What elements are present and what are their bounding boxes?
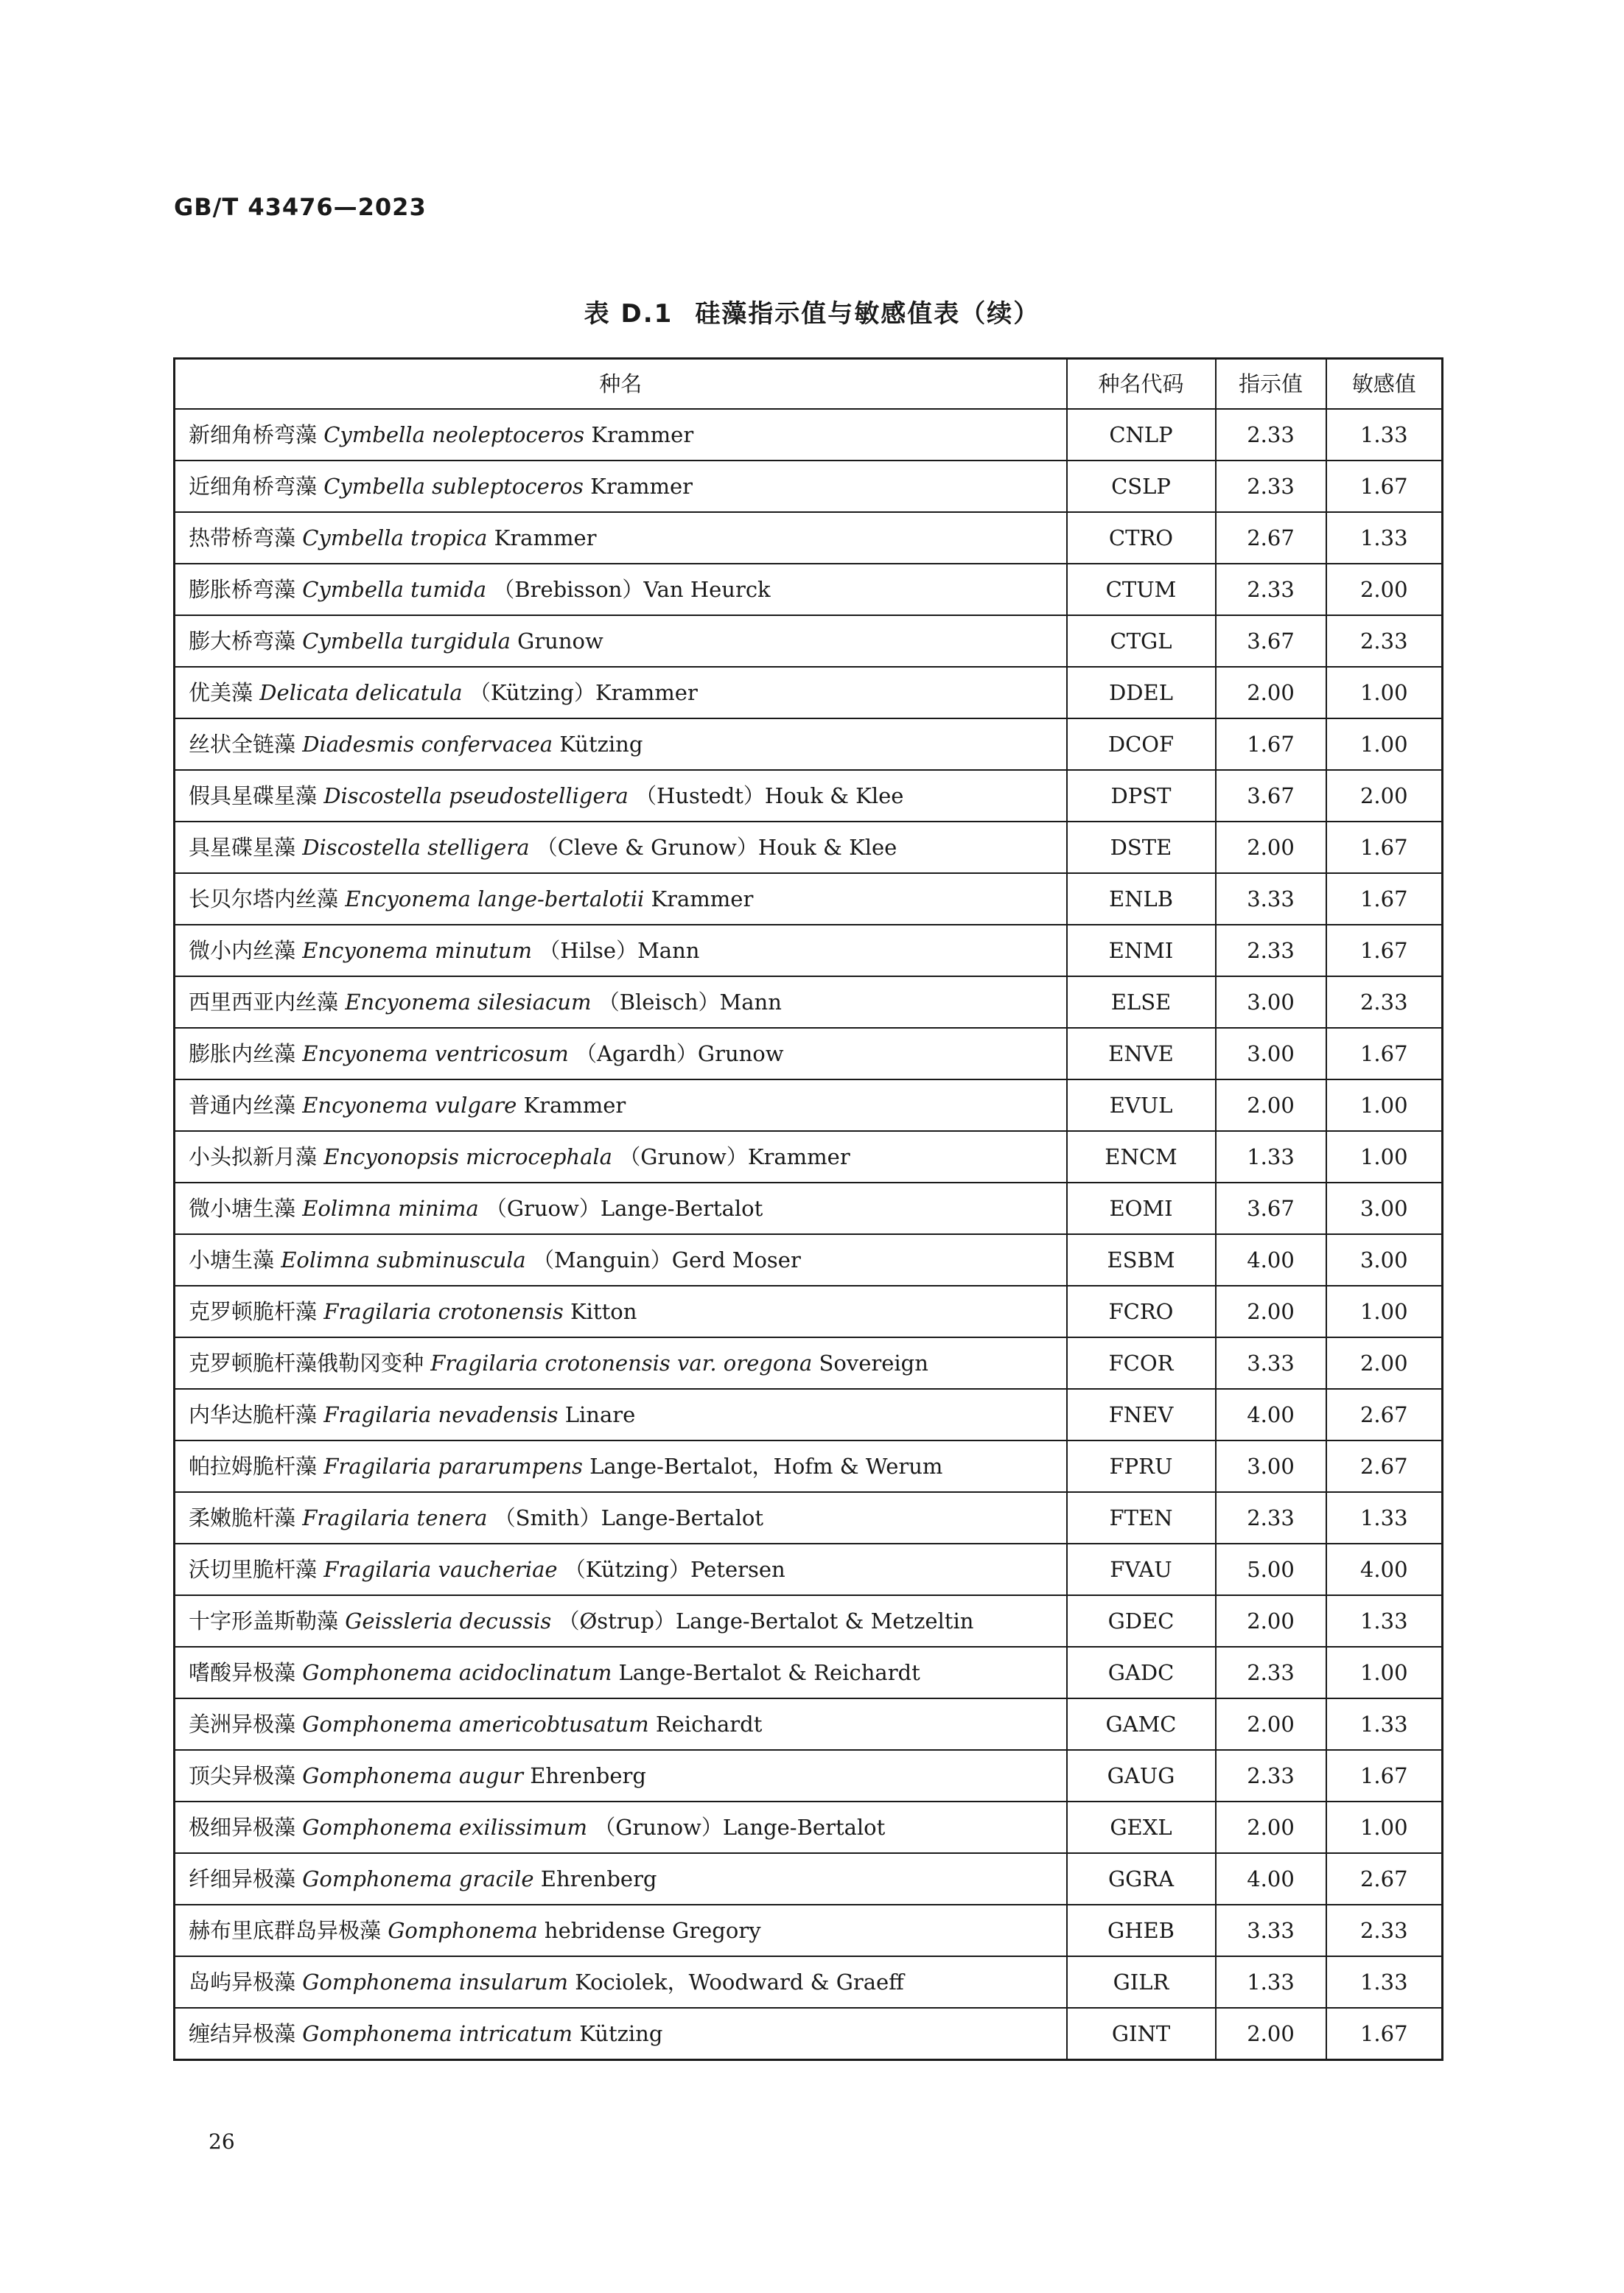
chinese-name: 极细异极藻: [189, 1814, 296, 1840]
scientific-name: Delicata delicatula: [259, 679, 463, 705]
species-name-cell: [175, 1337, 1067, 1389]
species-name-cell: [175, 1544, 1067, 1595]
authority: （Kützing）Petersen: [564, 1556, 785, 1582]
authority: Sovereign: [819, 1350, 928, 1376]
indicator-value-cell: 2.33: [1216, 1492, 1326, 1544]
species-code-cell: GAUG: [1067, 1750, 1216, 1802]
table-row: [175, 976, 1443, 1028]
sensitivity-value-cell: 1.67: [1326, 925, 1443, 976]
scientific-name: Cymbella turgidula: [302, 628, 511, 654]
species-code-cell: GGRA: [1067, 1853, 1216, 1905]
indicator-value-cell: 3.67: [1216, 615, 1326, 667]
scientific-name: Encyonema vulgare: [302, 1092, 517, 1118]
scientific-name: Fragilaria crotonensis var. oregona: [430, 1350, 813, 1376]
species-name-cell: [175, 1698, 1067, 1750]
authority: Krammer: [591, 421, 694, 447]
chinese-name: 微小内丝藻: [189, 937, 296, 963]
sensitivity-value-cell: 1.33: [1326, 1698, 1443, 1750]
authority: Krammer: [523, 1092, 626, 1118]
sensitivity-value-cell: 2.33: [1326, 615, 1443, 667]
sensitivity-value-cell: 2.67: [1326, 1853, 1443, 1905]
table-label: 表 D.1: [584, 299, 673, 329]
sensitivity-value-cell: 1.67: [1326, 873, 1443, 925]
species-code-cell: FPRU: [1067, 1440, 1216, 1492]
chinese-name: 具星碟星藻: [189, 834, 296, 860]
sensitivity-value-cell: 2.33: [1326, 976, 1443, 1028]
authority: Krammer: [494, 525, 597, 550]
indicator-value-cell: 3.67: [1216, 1183, 1326, 1234]
table-row: [175, 1956, 1443, 2008]
chinese-name: 新细角桥弯藻: [189, 421, 318, 447]
table-row: [175, 615, 1443, 667]
table-row: [175, 822, 1443, 873]
indicator-value-cell: 3.00: [1216, 1440, 1326, 1492]
species-code-cell: EOMI: [1067, 1183, 1216, 1234]
scientific-name: Cymbella tumida: [302, 576, 487, 602]
authority: （Hilse）Mann: [539, 937, 700, 963]
authority: （Bleisch）Mann: [598, 989, 782, 1015]
species-name-cell: [175, 1286, 1067, 1337]
indicator-value-cell: 3.33: [1216, 873, 1326, 925]
sensitivity-value-cell: 1.67: [1326, 461, 1443, 512]
chinese-name: 近细角桥弯藻: [189, 473, 318, 499]
chinese-name: 西里西亚内丝藻: [189, 989, 339, 1015]
sensitivity-value-cell: 1.33: [1326, 512, 1443, 564]
scientific-name: Fragilaria vaucheriae: [323, 1556, 558, 1582]
sensitivity-value-cell: 1.00: [1326, 1802, 1443, 1853]
indicator-value-cell: 2.00: [1216, 1079, 1326, 1131]
indicator-value-cell: 2.33: [1216, 1750, 1326, 1802]
species-code-cell: ENMI: [1067, 925, 1216, 976]
indicator-value-cell: 3.00: [1216, 1028, 1326, 1079]
authority: Lange-Bertalot & Reichardt: [618, 1659, 920, 1685]
indicator-value-cell: 2.00: [1216, 1698, 1326, 1750]
table-row: [175, 1028, 1443, 1079]
table-row: [175, 1440, 1443, 1492]
species-name-cell: [175, 1183, 1067, 1234]
scientific-name: Encyonema lange-bertalotii: [345, 886, 645, 911]
authority: （Gruow）Lange-Bertalot: [485, 1195, 763, 1221]
sensitivity-value-cell: 1.67: [1326, 2008, 1443, 2060]
chinese-name: 克罗顿脆杆藻: [189, 1298, 318, 1324]
indicator-value-cell: 4.00: [1216, 1234, 1326, 1286]
species-name-cell: [175, 925, 1067, 976]
table-row: [175, 1183, 1443, 1234]
chinese-name: 帕拉姆脆杆藻: [189, 1453, 318, 1479]
scientific-name: Encyonema silesiacum: [345, 989, 592, 1015]
sensitivity-value-cell: 1.00: [1326, 1286, 1443, 1337]
table-row: [175, 873, 1443, 925]
species-code-cell: GDEC: [1067, 1595, 1216, 1647]
table-row: [175, 1286, 1443, 1337]
table-caption: 硅藻指示值与敏感值表（续）: [695, 299, 1040, 329]
chinese-name: 克罗顿脆杆藻俄勒冈变种: [189, 1350, 424, 1376]
chinese-name: 美洲异极藻: [189, 1711, 296, 1737]
indicator-value-cell: 2.00: [1216, 2008, 1326, 2060]
species-code-cell: DSTE: [1067, 822, 1216, 873]
column-header-indicator: 指示值: [1216, 359, 1326, 410]
column-header-code: 种名代码: [1067, 359, 1216, 410]
scientific-name: Fragilaria pararumpens: [323, 1453, 583, 1479]
table-row: [175, 2008, 1443, 2060]
species-name-cell: [175, 718, 1067, 770]
species-code-cell: CTGL: [1067, 615, 1216, 667]
indicator-value-cell: 2.33: [1216, 1647, 1326, 1698]
species-name-cell: [175, 564, 1067, 615]
chinese-name: 微小塘生藻: [189, 1195, 296, 1221]
scientific-name: Fragilaria nevadensis: [323, 1401, 559, 1427]
table-row: [175, 461, 1443, 512]
species-code-cell: FNEV: [1067, 1389, 1216, 1440]
scientific-name: Geissleria decussis: [345, 1608, 552, 1634]
authority: hebridense Gregory: [544, 1917, 761, 1943]
species-name-cell: [175, 1905, 1067, 1956]
species-name-cell: [175, 615, 1067, 667]
table-row: [175, 1853, 1443, 1905]
authority: Lange-Bertalot，Hofm & Werum: [589, 1453, 943, 1479]
species-name-cell: [175, 1492, 1067, 1544]
chinese-name: 长贝尔塔内丝藻: [189, 886, 339, 911]
authority: （Grunow）Lange-Bertalot: [594, 1814, 886, 1840]
table-body: [175, 409, 1443, 2060]
indicator-value-cell: 5.00: [1216, 1544, 1326, 1595]
species-code-cell: GADC: [1067, 1647, 1216, 1698]
species-name-cell: [175, 1389, 1067, 1440]
table-row: [175, 1337, 1443, 1389]
species-code-cell: ESBM: [1067, 1234, 1216, 1286]
chinese-name: 普通内丝藻: [189, 1092, 296, 1118]
indicator-value-cell: 3.67: [1216, 770, 1326, 822]
column-header-sensitivity: 敏感值: [1326, 359, 1443, 410]
chinese-name: 膨大桥弯藻: [189, 628, 296, 654]
authority: Ehrenberg: [540, 1866, 657, 1891]
indicator-value-cell: 1.33: [1216, 1956, 1326, 2008]
species-code-cell: FCOR: [1067, 1337, 1216, 1389]
chinese-name: 内华达脆杆藻: [189, 1401, 318, 1427]
scientific-name: Diadesmis confervacea: [302, 731, 553, 757]
authority: Ehrenberg: [530, 1762, 646, 1788]
chinese-name: 优美藻: [189, 679, 253, 705]
species-name-cell: [175, 1647, 1067, 1698]
indicator-value-cell: 2.00: [1216, 822, 1326, 873]
scientific-name: Gomphonema: [388, 1917, 538, 1943]
scientific-name: Gomphonema insularum: [302, 1969, 569, 1995]
species-name-cell: [175, 1028, 1067, 1079]
sensitivity-value-cell: 1.00: [1326, 1079, 1443, 1131]
scientific-name: Gomphonema intricatum: [302, 2020, 573, 2046]
species-code-cell: ELSE: [1067, 976, 1216, 1028]
authority: （Østrup）Lange-Bertalot & Metzeltin: [558, 1608, 974, 1634]
species-name-cell: [175, 1234, 1067, 1286]
authority: Grunow: [517, 628, 603, 654]
scientific-name: Gomphonema exilissimum: [302, 1814, 587, 1840]
table-row: [175, 1595, 1443, 1647]
indicator-value-cell: 3.33: [1216, 1337, 1326, 1389]
scientific-name: Cymbella neoleptoceros: [323, 421, 585, 447]
species-code-cell: ENLB: [1067, 873, 1216, 925]
authority: Kützing: [579, 2020, 663, 2046]
authority: （Cleve & Grunow）Houk & Klee: [536, 834, 897, 860]
scientific-name: Discostella stelligera: [302, 834, 530, 860]
species-code-cell: DCOF: [1067, 718, 1216, 770]
sensitivity-value-cell: 2.00: [1326, 770, 1443, 822]
chinese-name: 沃切里脆杆藻: [189, 1556, 318, 1582]
indicator-value-cell: 3.00: [1216, 976, 1326, 1028]
table-header-row: [175, 359, 1443, 410]
indicator-value-cell: 1.33: [1216, 1131, 1326, 1183]
chinese-name: 岛屿异极藻: [189, 1969, 296, 1995]
table-row: [175, 770, 1443, 822]
species-code-cell: GINT: [1067, 2008, 1216, 2060]
species-code-cell: FTEN: [1067, 1492, 1216, 1544]
authority: （Smith）Lange-Bertalot: [494, 1505, 763, 1530]
species-name-cell: [175, 1853, 1067, 1905]
species-name-cell: [175, 1131, 1067, 1183]
indicator-value-cell: 3.33: [1216, 1905, 1326, 1956]
species-code-cell: FCRO: [1067, 1286, 1216, 1337]
sensitivity-value-cell: 1.00: [1326, 718, 1443, 770]
table-row: [175, 667, 1443, 718]
scientific-name: Gomphonema augur: [302, 1762, 523, 1788]
authority: （Manguin）Gerd Moser: [532, 1247, 801, 1272]
indicator-value-cell: 2.00: [1216, 1286, 1326, 1337]
species-name-cell: [175, 667, 1067, 718]
sensitivity-value-cell: 1.67: [1326, 1028, 1443, 1079]
scientific-name: Gomphonema gracile: [302, 1866, 534, 1891]
chinese-name: 膨胀桥弯藻: [189, 576, 296, 602]
page-number: 26: [209, 2129, 235, 2154]
indicator-value-cell: 2.67: [1216, 512, 1326, 564]
species-name-cell: [175, 1440, 1067, 1492]
species-code-cell: ENVE: [1067, 1028, 1216, 1079]
species-code-cell: CTUM: [1067, 564, 1216, 615]
species-name-cell: [175, 976, 1067, 1028]
table-row: [175, 1802, 1443, 1853]
species-name-cell: [175, 512, 1067, 564]
table-row: [175, 1647, 1443, 1698]
sensitivity-value-cell: 3.00: [1326, 1234, 1443, 1286]
table-row: [175, 512, 1443, 564]
table-row: [175, 1234, 1443, 1286]
species-code-cell: FVAU: [1067, 1544, 1216, 1595]
species-code-cell: GHEB: [1067, 1905, 1216, 1956]
scientific-name: Fragilaria crotonensis: [323, 1298, 564, 1324]
sensitivity-value-cell: 4.00: [1326, 1544, 1443, 1595]
sensitivity-value-cell: 1.00: [1326, 1647, 1443, 1698]
authority: Linare: [564, 1401, 636, 1427]
chinese-name: 热带桥弯藻: [189, 525, 296, 550]
indicator-value-cell: 2.33: [1216, 461, 1326, 512]
scientific-name: Eolimna subminuscula: [281, 1247, 526, 1272]
table-row: [175, 1905, 1443, 1956]
authority: Krammer: [651, 886, 754, 911]
species-code-cell: ENCM: [1067, 1131, 1216, 1183]
scientific-name: Eolimna minima: [302, 1195, 479, 1221]
table-row: [175, 925, 1443, 976]
chinese-name: 嗜酸异极藻: [189, 1659, 296, 1685]
species-name-cell: [175, 770, 1067, 822]
indicator-value-cell: 2.00: [1216, 1802, 1326, 1853]
species-name-cell: [175, 1750, 1067, 1802]
scientific-name: Encyonema ventricosum: [302, 1040, 569, 1066]
species-code-cell: GEXL: [1067, 1802, 1216, 1853]
species-code-cell: DPST: [1067, 770, 1216, 822]
authority: （Hustedt）Houk & Klee: [635, 783, 904, 808]
species-code-cell: GILR: [1067, 1956, 1216, 2008]
table-row: [175, 718, 1443, 770]
column-header-species: 种名: [175, 359, 1067, 410]
sensitivity-value-cell: 1.67: [1326, 1750, 1443, 1802]
chinese-name: 丝状全链藻: [189, 731, 296, 757]
scientific-name: Fragilaria tenera: [302, 1505, 488, 1530]
table-row: [175, 1389, 1443, 1440]
table-title: [0, 293, 1624, 329]
authority: Kützing: [559, 731, 643, 757]
table-row: [175, 1079, 1443, 1131]
species-code-cell: CSLP: [1067, 461, 1216, 512]
species-name-cell: [175, 461, 1067, 512]
authority: Kitton: [570, 1298, 637, 1324]
sensitivity-value-cell: 1.33: [1326, 1492, 1443, 1544]
table-row: [175, 564, 1443, 615]
table-row: [175, 1131, 1443, 1183]
species-name-cell: [175, 1079, 1067, 1131]
scientific-name: Cymbella subleptoceros: [323, 473, 584, 499]
sensitivity-value-cell: 1.67: [1326, 822, 1443, 873]
species-name-cell: [175, 1956, 1067, 2008]
scientific-name: Encyonema minutum: [302, 937, 532, 963]
scientific-name: Cymbella tropica: [302, 525, 488, 550]
species-name-cell: [175, 2008, 1067, 2060]
table-row: [175, 1544, 1443, 1595]
indicator-value-cell: 2.33: [1216, 925, 1326, 976]
sensitivity-value-cell: 2.33: [1326, 1905, 1443, 1956]
species-code-cell: EVUL: [1067, 1079, 1216, 1131]
diatom-index-table: [173, 357, 1443, 2061]
species-name-cell: [175, 1595, 1067, 1647]
chinese-name: 顶尖异极藻: [189, 1762, 296, 1788]
species-code-cell: CTRO: [1067, 512, 1216, 564]
sensitivity-value-cell: 2.67: [1326, 1389, 1443, 1440]
chinese-name: 赫布里底群岛异极藻: [189, 1917, 382, 1943]
species-name-cell: [175, 822, 1067, 873]
authority: Kociolek，Woodward & Graeff: [575, 1969, 904, 1995]
chinese-name: 小头拟新月藻: [189, 1144, 318, 1169]
table-row: [175, 1492, 1443, 1544]
authority: Reichardt: [655, 1711, 763, 1737]
sensitivity-value-cell: 2.00: [1326, 1337, 1443, 1389]
indicator-value-cell: 1.67: [1216, 718, 1326, 770]
species-name-cell: [175, 1802, 1067, 1853]
authority: （Agardh）Grunow: [575, 1040, 784, 1066]
indicator-value-cell: 4.00: [1216, 1853, 1326, 1905]
species-code-cell: DDEL: [1067, 667, 1216, 718]
sensitivity-value-cell: 1.33: [1326, 1956, 1443, 2008]
indicator-value-cell: 2.00: [1216, 667, 1326, 718]
table-row: [175, 1698, 1443, 1750]
sensitivity-value-cell: 1.00: [1326, 667, 1443, 718]
indicator-value-cell: 2.33: [1216, 409, 1326, 461]
species-code-cell: GAMC: [1067, 1698, 1216, 1750]
chinese-name: 小塘生藻: [189, 1247, 275, 1272]
sensitivity-value-cell: 1.33: [1326, 1595, 1443, 1647]
scientific-name: Encyonopsis microcephala: [323, 1144, 612, 1169]
chinese-name: 柔嫩脆杆藻: [189, 1505, 296, 1530]
chinese-name: 假具星碟星藻: [189, 783, 318, 808]
authority: （Brebisson）Van Heurck: [493, 576, 771, 602]
table-row: [175, 409, 1443, 461]
table-row: [175, 1750, 1443, 1802]
chinese-name: 纤细异极藻: [189, 1866, 296, 1891]
sensitivity-value-cell: 1.00: [1326, 1131, 1443, 1183]
scientific-name: Gomphonema acidoclinatum: [302, 1659, 612, 1685]
sensitivity-value-cell: 2.00: [1326, 564, 1443, 615]
species-name-cell: [175, 873, 1067, 925]
indicator-value-cell: 4.00: [1216, 1389, 1326, 1440]
sensitivity-value-cell: 1.33: [1326, 409, 1443, 461]
authority: （Kützing）Krammer: [469, 679, 698, 705]
chinese-name: 膨胀内丝藻: [189, 1040, 296, 1066]
species-code-cell: CNLP: [1067, 409, 1216, 461]
scientific-name: Discostella pseudostelligera: [323, 783, 629, 808]
sensitivity-value-cell: 3.00: [1326, 1183, 1443, 1234]
indicator-value-cell: 2.33: [1216, 564, 1326, 615]
species-name-cell: [175, 409, 1067, 461]
authority: Krammer: [590, 473, 693, 499]
chinese-name: 缠结异极藻: [189, 2020, 296, 2046]
chinese-name: 十字形盖斯勒藻: [189, 1608, 339, 1634]
indicator-value-cell: 2.00: [1216, 1595, 1326, 1647]
standard-number: GB/T 43476—2023: [174, 193, 427, 221]
scientific-name: Gomphonema americobtusatum: [302, 1711, 649, 1737]
sensitivity-value-cell: 2.67: [1326, 1440, 1443, 1492]
authority: （Grunow）Krammer: [619, 1144, 850, 1169]
